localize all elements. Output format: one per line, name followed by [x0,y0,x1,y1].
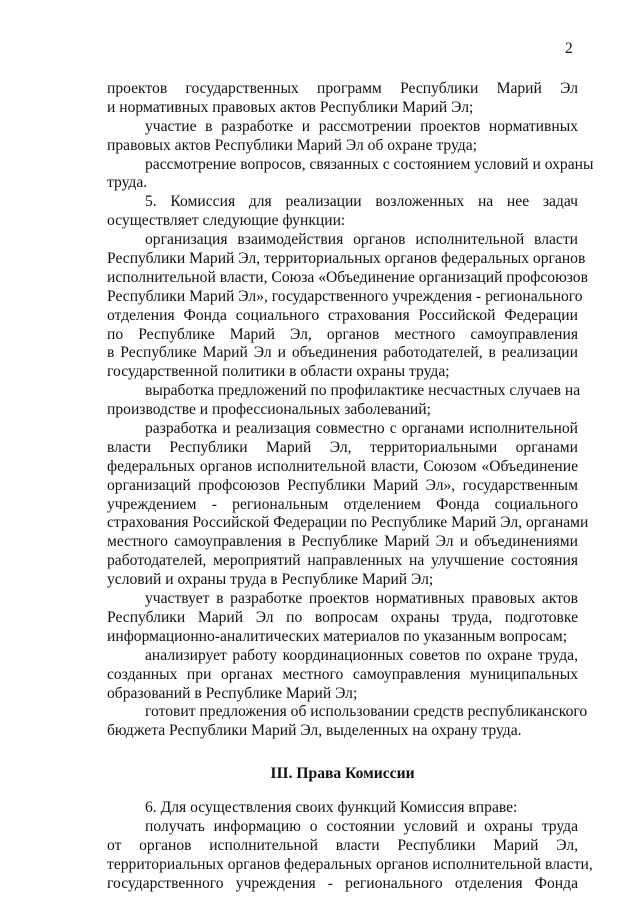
text-line: получать информацию о состоянии условий и охраны труда [145,817,578,835]
text-line: организаций профсоюзов Республики Марий Эл», государственным [107,476,578,494]
text-line: участие в разработке и рассмотрении проектов нормативных [145,117,578,135]
text-line: Республики Марий Эл по вопросам охраны труда, подготовке [107,608,578,626]
text-line: созданных при органах местного самоуправления муниципальных [107,665,578,683]
text-line: отделения Фонда социального страхования Российской Федерации [107,306,578,324]
document-body [107,80,594,894]
paragraph [107,382,581,420]
text-line: учреждением - региональным отделением Фонда социального [107,495,578,513]
text-line: 5. Комиссия для реализации возложенных на нее задач [145,193,578,211]
text-line: власти Республики Марий Эл, территориальными органами [107,438,578,456]
paragraph [107,80,578,118]
text-line: осуществляет следующие функции: [107,212,346,230]
paragraph [107,647,578,704]
text-line: производстве и профессиональных заболеваний; [107,401,431,419]
text-line: выработка предложений по профилактике несчастных случаев на [145,382,581,400]
spacer [107,741,578,765]
text-line: проектов государственных программ Республики Марий Эл [107,80,578,97]
text-line: исполнительной власти, Союза «Объединение организаций профсоюзов [107,268,588,286]
text-line: участвует в разработке проектов нормативных правовых актов [145,590,578,608]
paragraph [107,155,594,194]
text-line: готовит предложения об использовании средств республиканского [145,703,588,721]
text-line: государственной политики в области охраны труда; [107,363,450,381]
paragraph [107,118,578,156]
paragraph [107,817,593,894]
text-line: федеральных органов исполнительной власти, Союзом «Объединение [107,457,578,475]
text-line: условий и охраны труда в Республике Марий Эл; [107,571,434,589]
text-line: государственного учреждения - регионального отделения Фонда [107,874,578,892]
text-line: в Республике Марий Эл и объединения работодателей, в реализации [107,344,578,362]
text-line: анализирует работу координационных советов по охране труда, [145,646,578,664]
text-line: Республики Марий Эл», государственного учреждения - регионального [107,287,583,305]
text-line: и нормативных правовых актов Республики Марий Эл; [107,98,474,116]
text-line: территориальных органов федеральных органов исполнительной власти, [107,855,593,873]
paragraph [107,799,578,818]
text-line: страхования Российской Федерации по Республике Марий Эл, органами [107,514,589,532]
paragraph [107,590,578,647]
text-line: по Республике Марий Эл, органов местного самоуправления [107,325,578,343]
section-heading: III. Права Комиссии [270,765,415,783]
paragraph [107,703,588,741]
text-line: местного самоуправления в Республике Марий Эл и объединениями [107,533,578,551]
text-line: от органов исполнительной власти Республики Марий Эл, [107,836,578,854]
text-line: труда. [107,174,148,192]
text-line: организация взаимодействия органов исполнительной власти [145,231,578,249]
text-line: разработка и реализация совместно с органами исполнительной [145,420,578,438]
paragraph [107,420,589,590]
text-line: работодателей, мероприятий направленных на улучшение состояния [107,552,578,570]
text-line: бюджета Республики Марий Эл, выделенных на охрану труда. [107,722,522,740]
text-line: правовых актов Республики Марий Эл об охране труда; [107,136,477,154]
text-line: рассмотрение вопросов, связанных с состоянием условий и охраны [145,155,594,173]
spacer [107,784,578,799]
text-line: образований в Республике Марий Эл; [107,684,358,702]
paragraph [107,231,588,382]
text-line: 6. Для осуществления своих функций Комиссия вправе: [145,799,518,817]
page-number: 2 [565,40,573,57]
text-line: информационно-аналитических материалов по указанным вопросам; [107,627,568,645]
paragraph [107,193,578,231]
text-line: Республики Марий Эл, территориальных органов федеральных органов [107,250,586,268]
